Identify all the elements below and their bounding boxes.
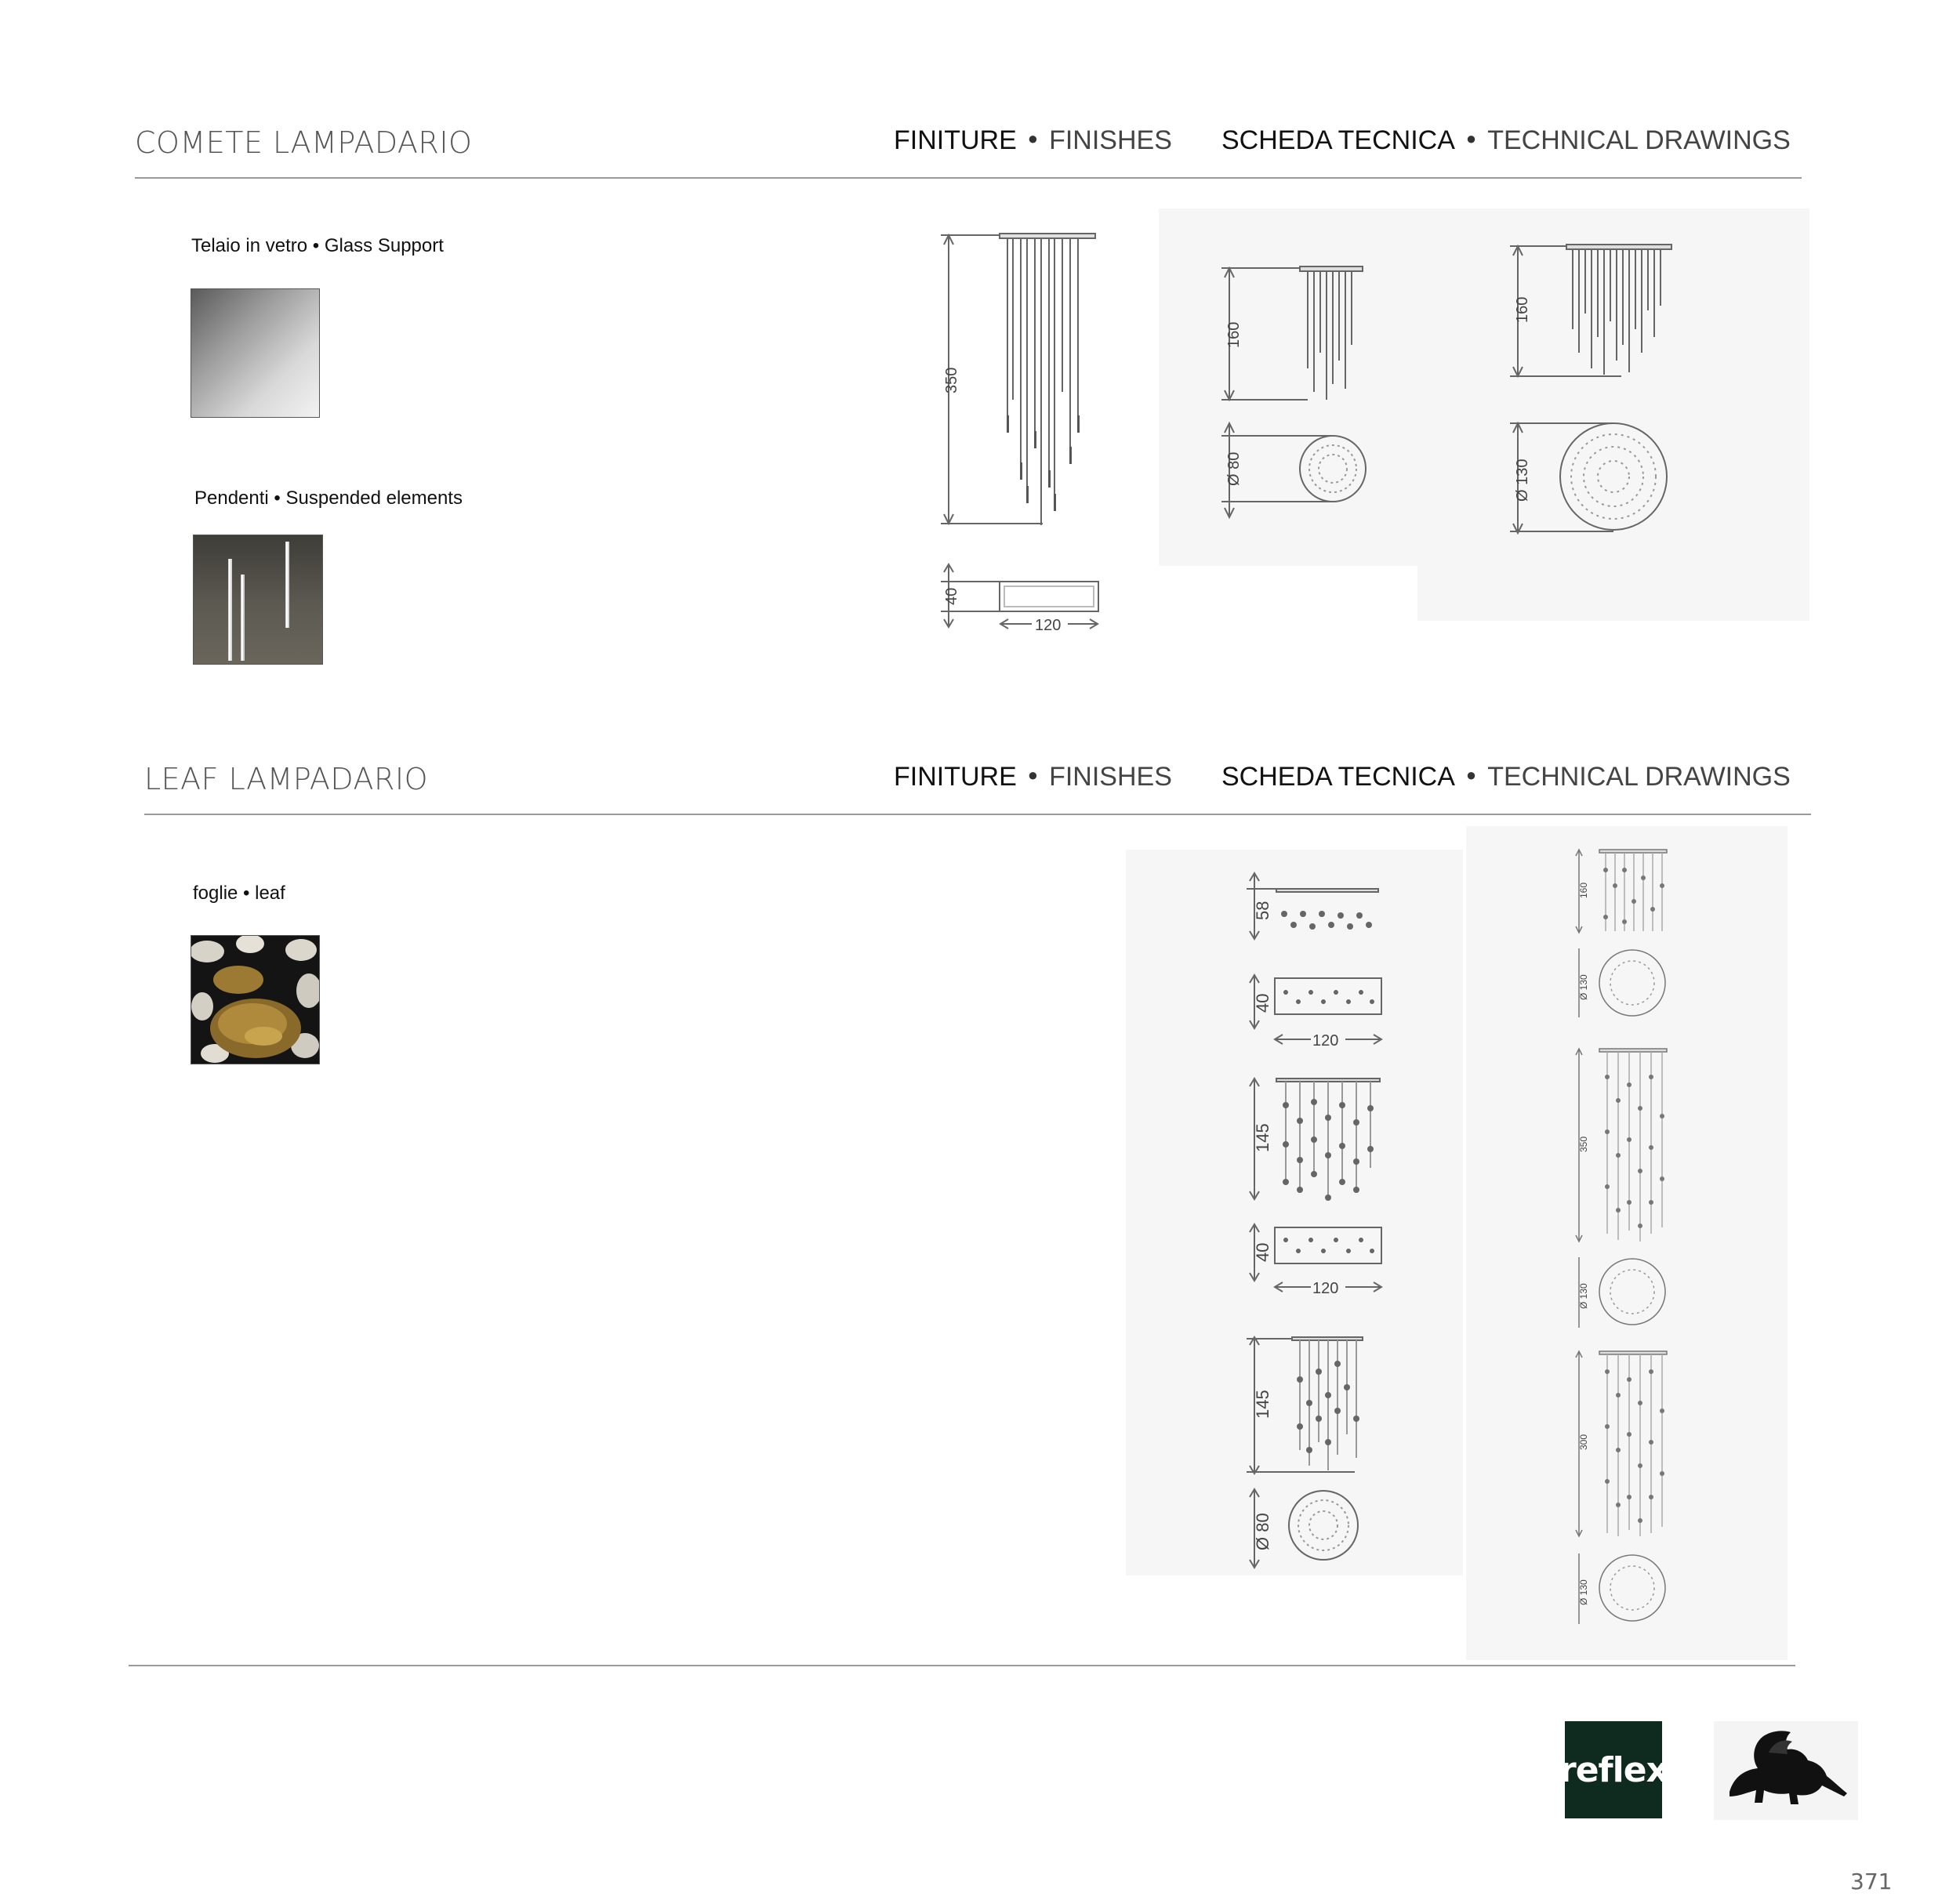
- dim-diameter-label: Ø 130: [1514, 459, 1531, 502]
- finishes-heading: [894, 762, 1172, 792]
- finish-label: Pendenti • Suspended elements: [194, 488, 463, 509]
- section-divider: [144, 814, 1811, 815]
- drawing-leaf-rect-58: [1237, 867, 1394, 1055]
- drawing-leaf-round-80: [1237, 1332, 1394, 1575]
- dim-height-label: 145: [1253, 1123, 1272, 1152]
- dim-diameter-label: Ø 130: [1578, 974, 1589, 1000]
- dim-depth-label: 40: [943, 587, 960, 605]
- reflex-logo-text: reflex: [1559, 1749, 1668, 1790]
- dim-diameter-label: Ø 130: [1578, 1283, 1589, 1309]
- bullet-icon: ●: [1465, 765, 1477, 785]
- leaf-image: [191, 936, 319, 1064]
- finishes-heading-en: FINISHES: [1049, 762, 1172, 792]
- dim-depth-label: 40: [1253, 993, 1272, 1013]
- dim-height-label: 350: [1578, 1136, 1589, 1152]
- dim-height-label: 58: [1253, 901, 1272, 920]
- drawing-leaf-round-130-160: [1568, 846, 1678, 1027]
- technical-heading: [1221, 762, 1791, 792]
- bullet-icon: ●: [1027, 765, 1039, 785]
- dim-diameter-label: Ø 130: [1578, 1579, 1589, 1605]
- drawing-leaf-rect-145: [1237, 1074, 1394, 1309]
- dim-height-label: 160: [1225, 321, 1243, 348]
- bullet-icon: ●: [1465, 129, 1477, 148]
- drawing-panel: [1417, 549, 1809, 621]
- finish-label: foglie • leaf: [193, 883, 285, 904]
- dim-height-label: 300: [1578, 1434, 1589, 1450]
- technical-heading-it: SCHEDA TECNICA: [1221, 125, 1455, 155]
- finishes-heading: [894, 125, 1172, 156]
- suspended-elements-image: [194, 535, 322, 664]
- dim-height-label: 160: [1578, 882, 1589, 898]
- dim-width-label: 120: [1312, 1032, 1339, 1050]
- section-divider: [135, 177, 1802, 179]
- technical-heading-it: SCHEDA TECNICA: [1221, 762, 1455, 792]
- suspended-elements-swatch: [193, 535, 323, 665]
- reflex-logo: [1559, 1721, 1668, 1818]
- dim-diameter-label: Ø 80: [1225, 451, 1243, 486]
- drawing-comete-round-80: [1214, 251, 1386, 533]
- page-number: 371: [1850, 1869, 1893, 1894]
- finishes-heading-it: FINITURE: [894, 762, 1017, 792]
- finishes-heading-en: FINISHES: [1049, 125, 1172, 155]
- dim-height-label: 350: [943, 367, 960, 393]
- footer-divider: [129, 1665, 1795, 1666]
- drawing-comete-rectangular: [925, 227, 1113, 651]
- winged-lion-logo-icon: [1714, 1721, 1858, 1820]
- drawing-leaf-round-130-300: [1568, 1348, 1678, 1630]
- drawing-comete-round-130: [1496, 235, 1700, 549]
- dim-height-label: 145: [1253, 1390, 1272, 1419]
- leaf-swatch: [191, 935, 320, 1064]
- dim-height-label: 160: [1514, 296, 1531, 323]
- dim-width-label: 120: [1312, 1280, 1339, 1297]
- finish-label: Telaio in vetro • Glass Support: [191, 235, 444, 256]
- dim-diameter-label: Ø 80: [1253, 1513, 1272, 1550]
- dim-depth-label: 40: [1253, 1242, 1272, 1262]
- dim-width-label: 120: [1035, 617, 1062, 634]
- technical-heading: [1221, 125, 1791, 156]
- finishes-heading-it: FINITURE: [894, 125, 1017, 155]
- section-title-leaf: LEAF LAMPADARIO: [144, 762, 429, 796]
- glass-support-swatch: [191, 288, 320, 418]
- drawing-leaf-round-130-350: [1568, 1046, 1678, 1336]
- technical-heading-en: TECHNICAL DRAWINGS: [1487, 762, 1791, 792]
- technical-heading-en: TECHNICAL DRAWINGS: [1487, 125, 1791, 155]
- bullet-icon: ●: [1027, 129, 1039, 148]
- section-title-comete: COMETE LAMPADARIO: [135, 125, 473, 160]
